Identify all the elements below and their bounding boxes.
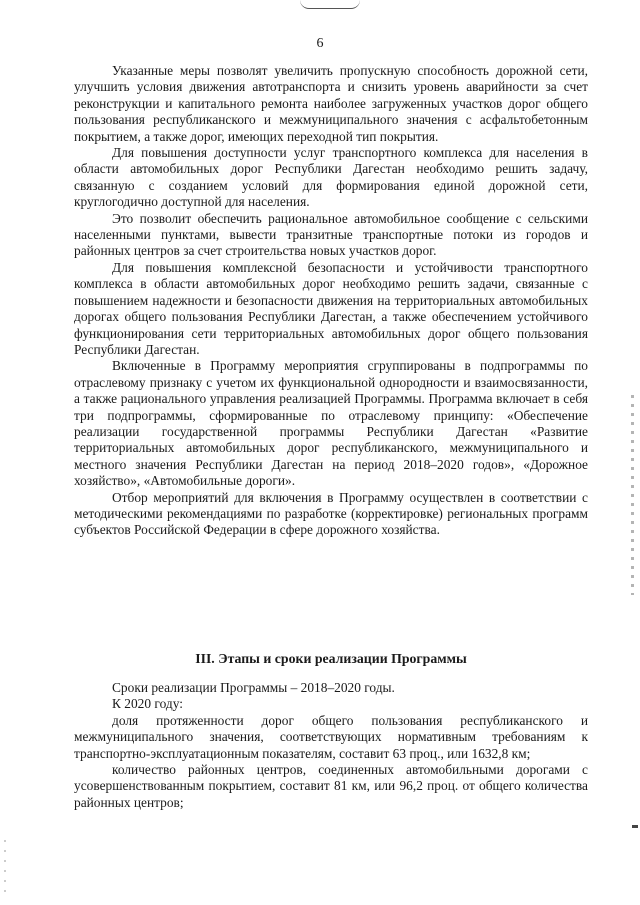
paragraph: Отбор мероприятий для включения в Программу осуществлен в соответствии с методическими рекомендациями по разработке (корректировке) региональных программ субъектов Российской Федерации в сфере дорожного хозяйства. [74, 489, 588, 538]
scan-edge-mark [4, 840, 6, 900]
paragraph: Для повышения комплексной безопасности и устойчивости транспортного комплекса в области автомобильных дорог необходимо решить задачи, связанные с повышением надежности и безопасности движения на территориальных автомобильных дорогах общего пользования Республики Дагестан, а также обеспечением устойчивого функционирования сети территориальных автомобильных дорог общего пользования Республики Дагестан. [74, 259, 588, 357]
body-text-top [74, 63, 588, 539]
body-text-bottom [74, 680, 588, 811]
paragraph: Сроки реализации Программы – 2018–2020 годы. [112, 680, 395, 695]
paragraph: Указанные меры позволят увеличить пропускную способность дорожной сети, улучшить условия движения автотранспорта и снизить уровень аварийности за счет реконструкции и капитального ремонта наиболее загруженных участков дорог общего пользования республиканского и межмуниципального значения с асфальтобетонным покрытием, а также дорог, имеющих переходной тип покрытия. [74, 63, 588, 144]
paragraph: количество районных центров, соединенных автомобильными дорогами с усовершенствованным покрытием, составит 81 км, или 96,2 проц. от общего количества районных центров; [74, 762, 588, 810]
page-number: 6 [316, 36, 324, 51]
paragraph: доля протяженности дорог общего пользования республиканского и межмуниципального значения, соответствующих нормативным требованиям к транспортно-эксплуатационным показателям, составит 63 проц., или 1632,8 км; [74, 712, 588, 761]
scan-margin-marks [631, 395, 634, 595]
paragraph: Для повышения доступности услуг транспортного комплекса для населения в области автомобильных дорог Республики Дагестан необходимо решить задачу, связанную с созданием условий для формирования единой дорожной сети, круглогодично доступной для населения. [74, 145, 588, 210]
section-heading: III. Этапы и сроки реализации Программы [195, 651, 467, 666]
paragraph: Это позволит обеспечить рациональное автомобильное сообщение с сельскими населенными пунктами, вывести транзитные транспортные потоки из городов и районных центров за счет строительства новых участков дорог. [74, 210, 588, 259]
scan-edge-mark [300, 0, 360, 9]
scan-edge-mark [632, 825, 638, 828]
paragraph: К 2020 году: [112, 696, 183, 712]
paragraph: Включенные в Программу мероприятия сгруппированы в подпрограммы по отраслевому признаку с учетом их функциональной однородности и взаимосвязанности, а также рационального управления реализацией Программы. Программа включает в себя три подпрограммы, сформированные по отраслевому принципу: «Обеспечение реализации государственной программы Республики Дагестан «Развитие территориальных автомобильных дорог республиканского, межмуниципального и местного значения Республики Дагестан на период 2018–2020 годов», «Дорожное хозяйство», «Автомобильные дороги». [74, 358, 588, 489]
